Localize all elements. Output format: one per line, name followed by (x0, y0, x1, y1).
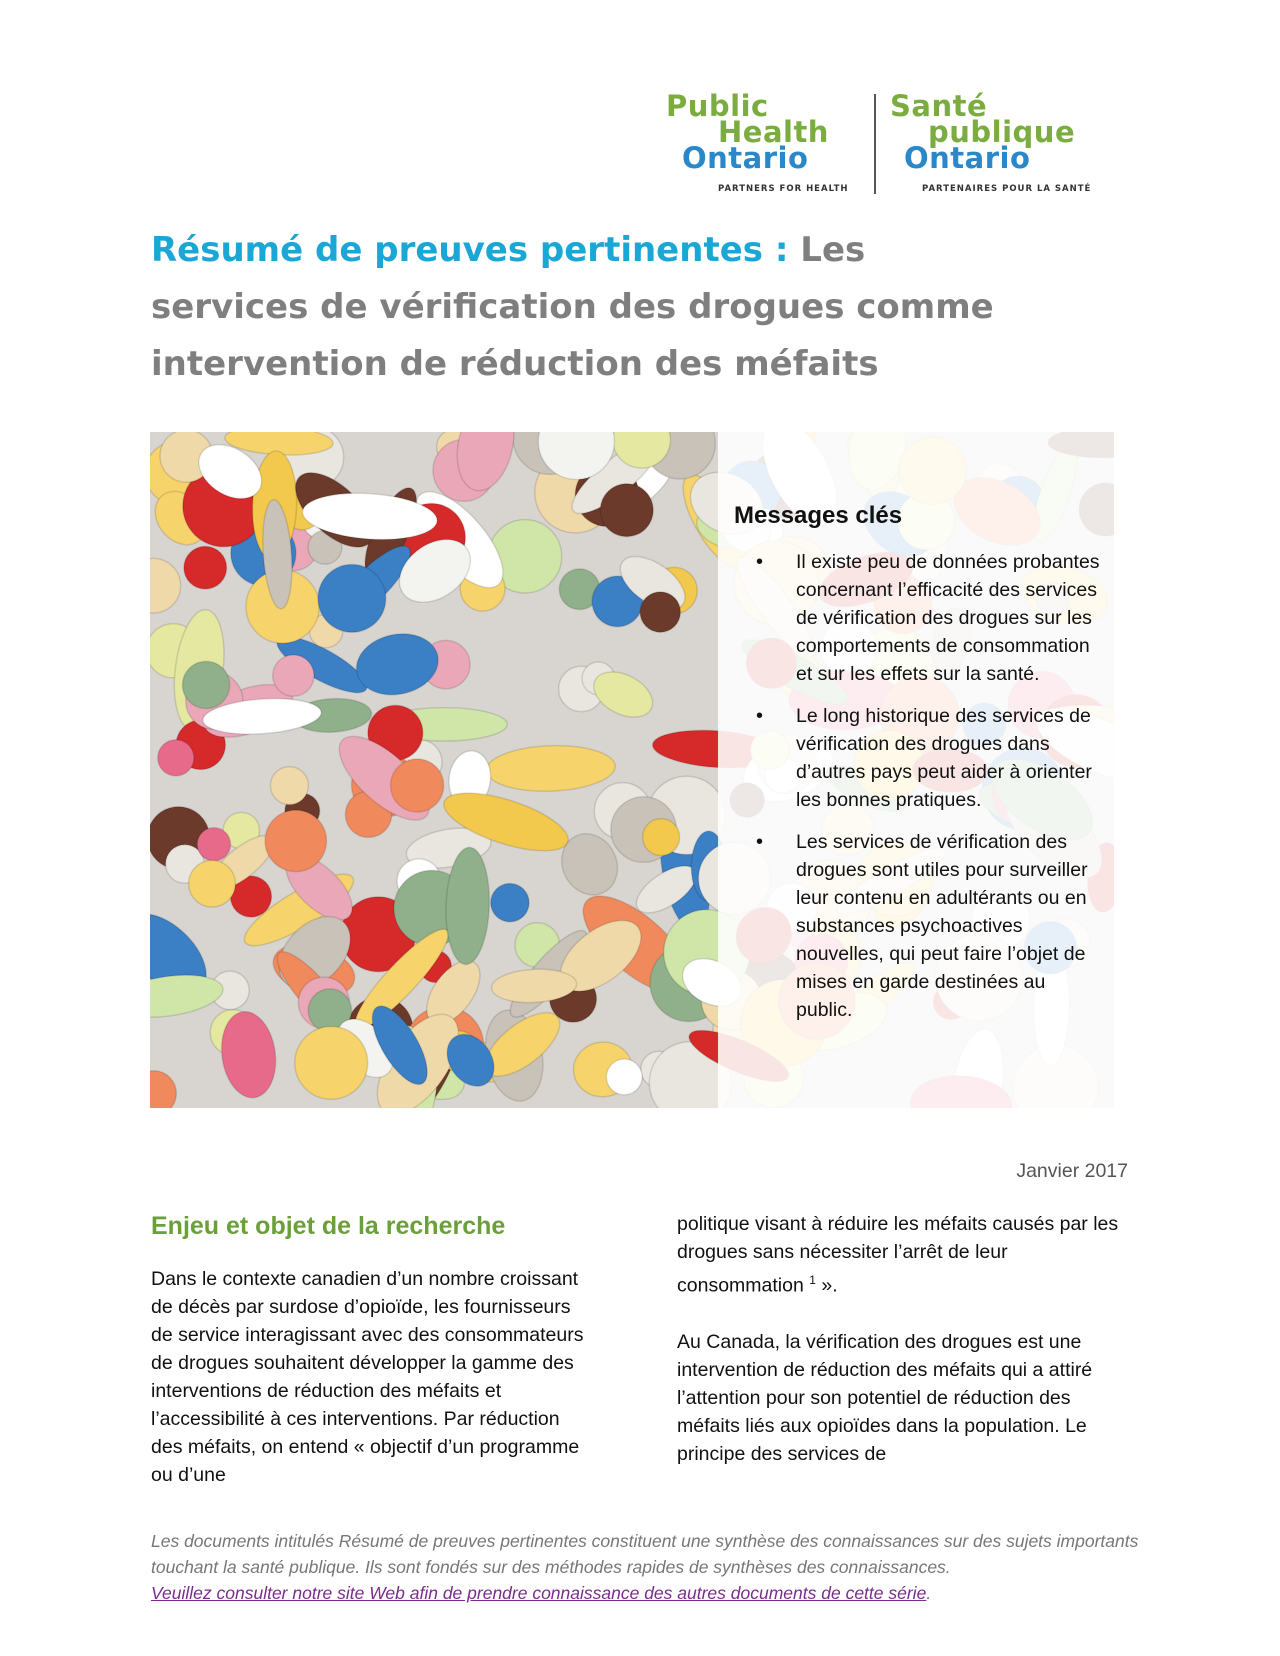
title-rest: Les services de vérification des drogues comme intervention de réduction des méfaits (151, 230, 994, 384)
pill-shape (184, 546, 227, 589)
logo-fr-tagline: PARTENAIRES POUR LA SANTÉ (922, 184, 1092, 194)
logo (666, 89, 1106, 200)
key-messages-list (734, 548, 1104, 1038)
pill-shape (318, 565, 386, 633)
pill-shape (600, 484, 653, 537)
footer-note (151, 1528, 1141, 1606)
logo-fr-line3: Ontario (904, 141, 1031, 175)
left-paragraph: Dans le contexte canadien d’un nombre croissant de décès par surdose d’opioïde, les fournisseurs de service interagissant avec des consommateurs de drogues souhaitent développer la gamme des interventions de réduction des méfaits et l’accessibilité à ces interventions. Par réduction des méfaits, on entend « objectif d’un programme ou d’une (151, 1268, 584, 1486)
pill-shape (182, 661, 229, 708)
pill-shape (197, 828, 230, 861)
bullet-icon: • (756, 551, 764, 573)
hero-image-panel (150, 432, 1114, 1108)
right-column (677, 1210, 1137, 1468)
logo-divider (874, 94, 876, 194)
pill-shape (640, 592, 680, 632)
key-message-text: Le long historique des services de vérification des drogues dans d’autres pays peut aider à orienter les bonnes pratiques. (796, 705, 1092, 811)
pill-shape (606, 1059, 642, 1095)
right-paragraph-1-text: politique visant à réduire les méfaits causés par les drogues sans nécessiter l’arrêt de leur consommation (677, 1213, 1119, 1297)
pill-shape (273, 655, 314, 696)
pill-shape (295, 1026, 368, 1099)
pill-shape (189, 860, 236, 907)
section-heading: Enjeu et objet de la recherche (151, 1212, 506, 1240)
logo-en-tagline: PARTNERS FOR HEALTH (718, 184, 849, 194)
key-message-text: Il existe peu de données probantes concernant l’efficacité des services de vérification des drogues sur les comportements de consommation et sur les effets sur la santé. (796, 551, 1100, 685)
footer-text: Les documents intitulés Résumé de preuves pertinentes constituent une synthèse des connaissances sur des sujets importants touchant la santé publique. Ils sont fondés sur des méthodes rapides de synthèses des connaissances. (151, 1531, 1139, 1577)
logo-en-line2: Health (718, 115, 829, 149)
logo-en-line3: Ontario (682, 141, 809, 175)
publication-date: Janvier 2017 (1016, 1160, 1128, 1182)
footnote-reference[interactable]: 1 (809, 1273, 816, 1287)
left-column (151, 1265, 591, 1489)
pill-shape (643, 819, 680, 856)
pill-shape (265, 810, 326, 871)
logo-fr-line2: publique (928, 115, 1076, 149)
pill-shape (270, 767, 308, 805)
bullet-icon: • (756, 831, 764, 853)
footer-link-end: . (926, 1583, 932, 1603)
document-title (151, 222, 1031, 393)
logo-en-line1: Public (666, 89, 769, 123)
key-message-text: Les services de vérification des drogues sont utiles pour surveiller leur contenu en adultérants ou en substances psychoactives nouvelles, qui peut faire l’objet de mises en garde destinées au public. (796, 831, 1088, 1021)
right-paragraph-1 (677, 1210, 1137, 1300)
pill-shape (391, 759, 444, 812)
key-message-item (734, 702, 1104, 814)
key-message-item (734, 828, 1104, 1024)
series-link[interactable]: Veuillez consulter notre site Web afin de prendre connaissance des autres documents de cette série (151, 1583, 927, 1603)
title-lead: Résumé de preuves pertinentes : (151, 230, 789, 270)
right-paragraph-1-end: ». (821, 1274, 838, 1297)
logo-fr-line1: Santé (890, 89, 988, 123)
key-message-item (734, 548, 1104, 688)
key-messages-heading: Messages clés (734, 502, 903, 529)
pill-shape (491, 883, 529, 921)
right-paragraph-2: Au Canada, la vérification des drogues est une intervention de réduction des méfaits qui a attiré l’attention pour son potentiel de réduction des méfaits liés aux opioïdes dans la population. Le principe des services de (677, 1330, 1093, 1465)
bullet-icon: • (756, 705, 764, 727)
pill-shape (158, 740, 194, 776)
